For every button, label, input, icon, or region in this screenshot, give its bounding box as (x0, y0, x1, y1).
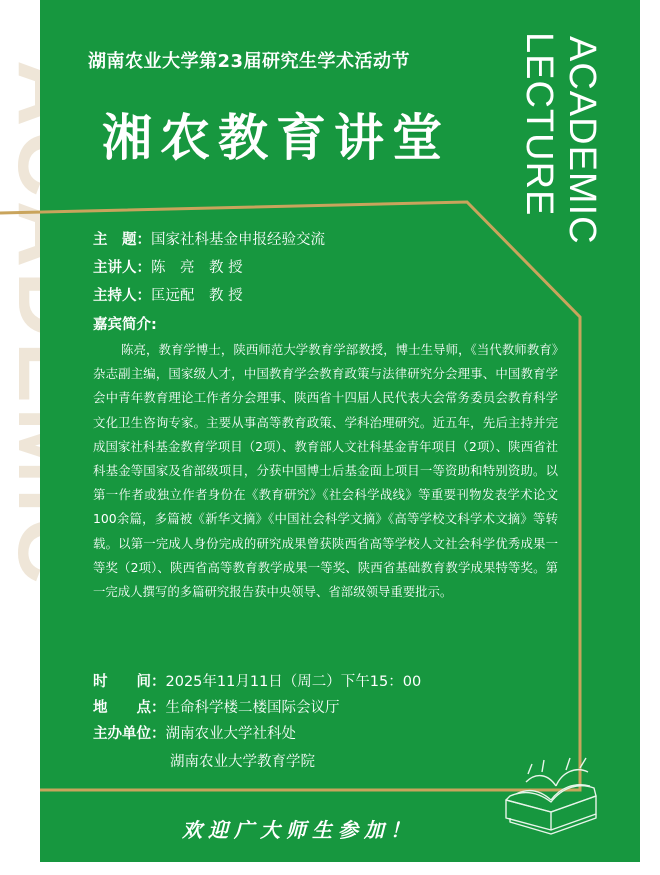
place-value: 生命科学楼二楼国际会议厅 (165, 700, 340, 716)
event-subtitle: 湖南农业大学第23届研究生学术活动节 (88, 51, 411, 72)
bio-heading (93, 313, 157, 334)
host-label: 主持人： (93, 288, 151, 304)
organizer-2: 湖南农业大学教育学院 (170, 754, 315, 770)
time-row (93, 670, 421, 691)
topic-row (93, 228, 325, 249)
topic-label: 主 题： (93, 232, 151, 248)
welcome-slogan: 欢迎广大师生参加！ (182, 818, 416, 842)
time-value: 2025年11月11日（周二）下午15：00 (165, 674, 422, 690)
speaker-value: 陈 亮 教 授 (151, 260, 243, 276)
speaker-row (93, 256, 243, 277)
side-watermark (0, 60, 40, 860)
host-row (93, 284, 243, 305)
host-value: 匡远配 教 授 (151, 288, 243, 304)
speaker-label: 主讲人： (93, 260, 151, 276)
place-row (93, 696, 340, 717)
page-title: 湘农教育讲堂 (102, 109, 450, 167)
organizer-label: 主办单位： (93, 726, 166, 742)
topic-value: 国家社科基金申报经验交流 (151, 232, 325, 248)
organizer-1: 湖南农业大学社科处 (165, 726, 296, 742)
bio-label: 嘉宾简介: (93, 317, 157, 333)
vertical-lecture: LECTURE (518, 32, 560, 217)
vertical-academic: ACADEMIC (561, 36, 603, 245)
time-label: 时 间： (93, 674, 166, 690)
organizer-row (93, 722, 296, 743)
open-book-icon (496, 752, 606, 837)
guest-bio: 陈亮，教育学博士，陕西师范大学教育学部教授，博士生导师，《当代教师教育》杂志副主编，国家级人才，中国教育学会教育政策与法律研究分会理事、中国教育学会中青年教育理论工作者分会理事、陕西省十四届人民代表大会常务委员会教育科学文化卫生咨询专家。主要从事高等教育政策、学科治理研究。近五年，先后主持并完成国家社科基金教育学项目（2项）、教育部人文社科基金青年项目（2项）、陕西省社科基金等国家及省部级项目，分获中国博士后基金面上项目一等资助和特别资助。以第一作者或独立作者身份在《教育研究》《社会科学战线》等重要刊物发表学术论文100余篇，多篇被《新华文摘》《中国社会科学文摘》《高等学校文科学术文摘》等转载。以第一完成人身份完成的研究成果曾获陕西省高等学校人文社会科学优秀成果一等奖（2项）、陕西省高等教育教学成果一等奖、陕西省基础教育教学成果特等奖。第一完成人撰写的多篇研究报告获中央领导、省部级领导重要批示。 (93, 342, 558, 600)
place-label: 地 点： (93, 700, 166, 716)
